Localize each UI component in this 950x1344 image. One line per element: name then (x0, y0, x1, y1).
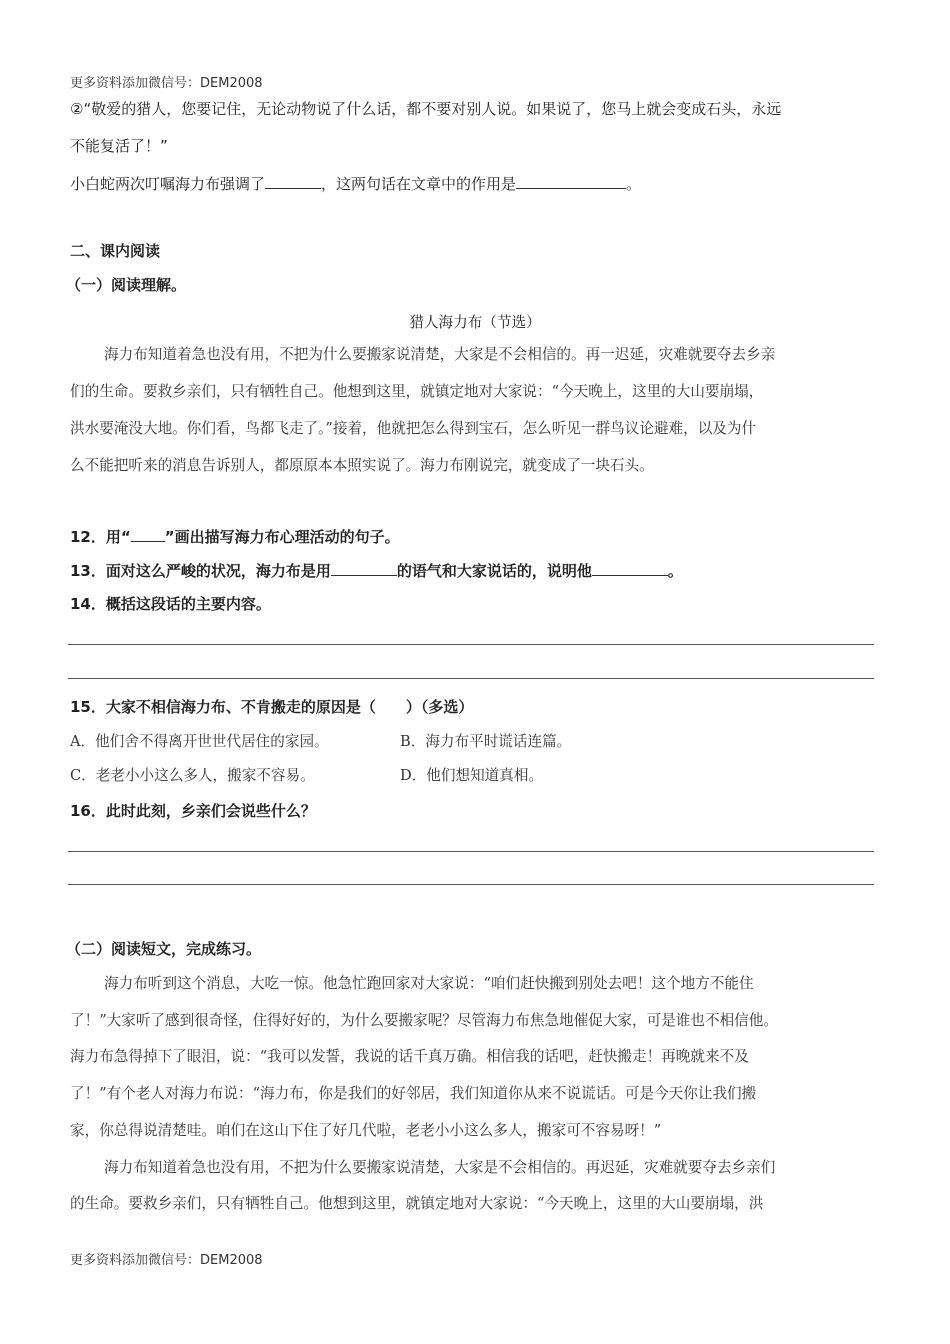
answer-line[interactable] (68, 644, 874, 645)
question-snake-text-a: 小白蛇两次叮嘱海力布强调了 (70, 175, 266, 193)
passage2-line: 海力布听到这个消息，大吃一惊。他急忙跑回家对大家说：“咱们赶快搬到别处去吧！这个地方不能住 (104, 975, 754, 992)
passage2-line: 了！”有个老人对海力布说：“海力布，你是我们的好邻居，我们知道你从来不说谎话。可是今天你让我们搬 (70, 1085, 757, 1102)
passage2-line: 海力布知道着急也没有用，不把为什么要搬家说清楚，大家是不会相信的。再迟延，灾难就要夺去乡亲们 (104, 1159, 776, 1176)
question-12 (70, 527, 880, 546)
q13-text-b: 的语气和大家说话的，说明他 (396, 562, 592, 580)
option-b[interactable]: B．海力布平时谎话连篇。 (400, 733, 572, 750)
answer-blank[interactable] (516, 174, 626, 189)
question-14: 14．概括这段话的主要内容。 (70, 595, 271, 613)
option-d[interactable]: D．他们想知道真相。 (400, 767, 544, 784)
passage2-line: 家，你总得说清楚哇。咱们在这山下住了好几代啦，老老小小这么多人，搬家可不容易呀！” (70, 1122, 662, 1139)
passage-line: 么不能把听来的消息告诉别人，都原原本本照实说了。海力布刚说完，就变成了一块石头。 (70, 457, 654, 474)
answer-line[interactable] (68, 884, 874, 885)
q13-text-a: 13．面对这么严峻的状况，海力布是用 (70, 562, 331, 580)
part2-heading: （二）阅读短文，完成练习。 (66, 940, 262, 958)
quote-line-2: 不能复活了！” (70, 137, 168, 155)
q12-text-b: ”画出描写海力布心理活动的句子。 (164, 528, 400, 546)
question-16: 16．此时此刻，乡亲们会说些什么？ (70, 802, 316, 820)
section-heading: 二、课内阅读 (70, 242, 161, 260)
passage-line: 洪水要淹没大地。你们看，鸟都飞走了。”接着，他就把怎么得到宝石，怎么听见一群鸟议论避难，以及为什 (70, 420, 757, 437)
question-snake-text-c: 。 (626, 175, 642, 193)
passage2-line: 的生命。要救乡亲们，只有牺牲自己。他想到这里，就镇定地对大家说：“今天晚上，这里的大山要崩塌，洪 (70, 1195, 764, 1212)
page-footer: 更多资料添加微信号：DEM2008 (70, 1253, 263, 1268)
answer-line[interactable] (68, 678, 874, 679)
passage2-line: 海力布急得掉下了眼泪，说：“我可以发誓，我说的话千真万确。相信我的话吧，赶快搬走！再晚就来不及 (70, 1048, 749, 1065)
question-15: 15．大家不相信海力布、不肯搬走的原因是（ ）（多选） (70, 698, 474, 716)
passage-line: 海力布知道着急也没有用，不把为什么要搬家说清楚，大家是不会相信的。再一迟延，灾难就要夺去乡亲 (104, 346, 776, 363)
passage-line: 们的生命。要救乡亲们，只有牺牲自己。他想到这里，就镇定地对大家说：“今天晚上，这里的大山要崩塌， (70, 383, 764, 400)
part1-heading: （一）阅读理解。 (66, 276, 187, 294)
passage-title: 猎人海力布（节选） (409, 314, 541, 331)
question-snake (70, 174, 880, 193)
answer-line[interactable] (68, 851, 874, 852)
q12-text-a: 12．用“ (70, 528, 131, 546)
answer-blank[interactable] (331, 561, 397, 576)
answer-blank[interactable] (265, 174, 321, 189)
answer-blank[interactable] (131, 527, 165, 542)
quote-line-1: ②“敬爱的猎人，您要记住，无论动物说了什么话，都不要对别人说。如果说了，您马上就会变成石头，永远 (70, 100, 782, 118)
question-13 (70, 561, 880, 580)
page-header: 更多资料添加微信号：DEM2008 (70, 76, 263, 91)
q13-text-c: 。 (667, 562, 683, 580)
answer-blank[interactable] (592, 561, 668, 576)
question-snake-text-b: ，这两句话在文章中的作用是 (321, 175, 517, 193)
option-a[interactable]: A．他们舍不得离开世世代居住的家园。 (70, 733, 329, 750)
passage2-line: 了！”大家听了感到很奇怪，住得好好的，为什么要搬家呢？尽管海力布焦急地催促大家，可是谁也不相信他。 (70, 1012, 778, 1029)
option-c[interactable]: C．老老小小这么多人，搬家不容易。 (70, 767, 315, 784)
